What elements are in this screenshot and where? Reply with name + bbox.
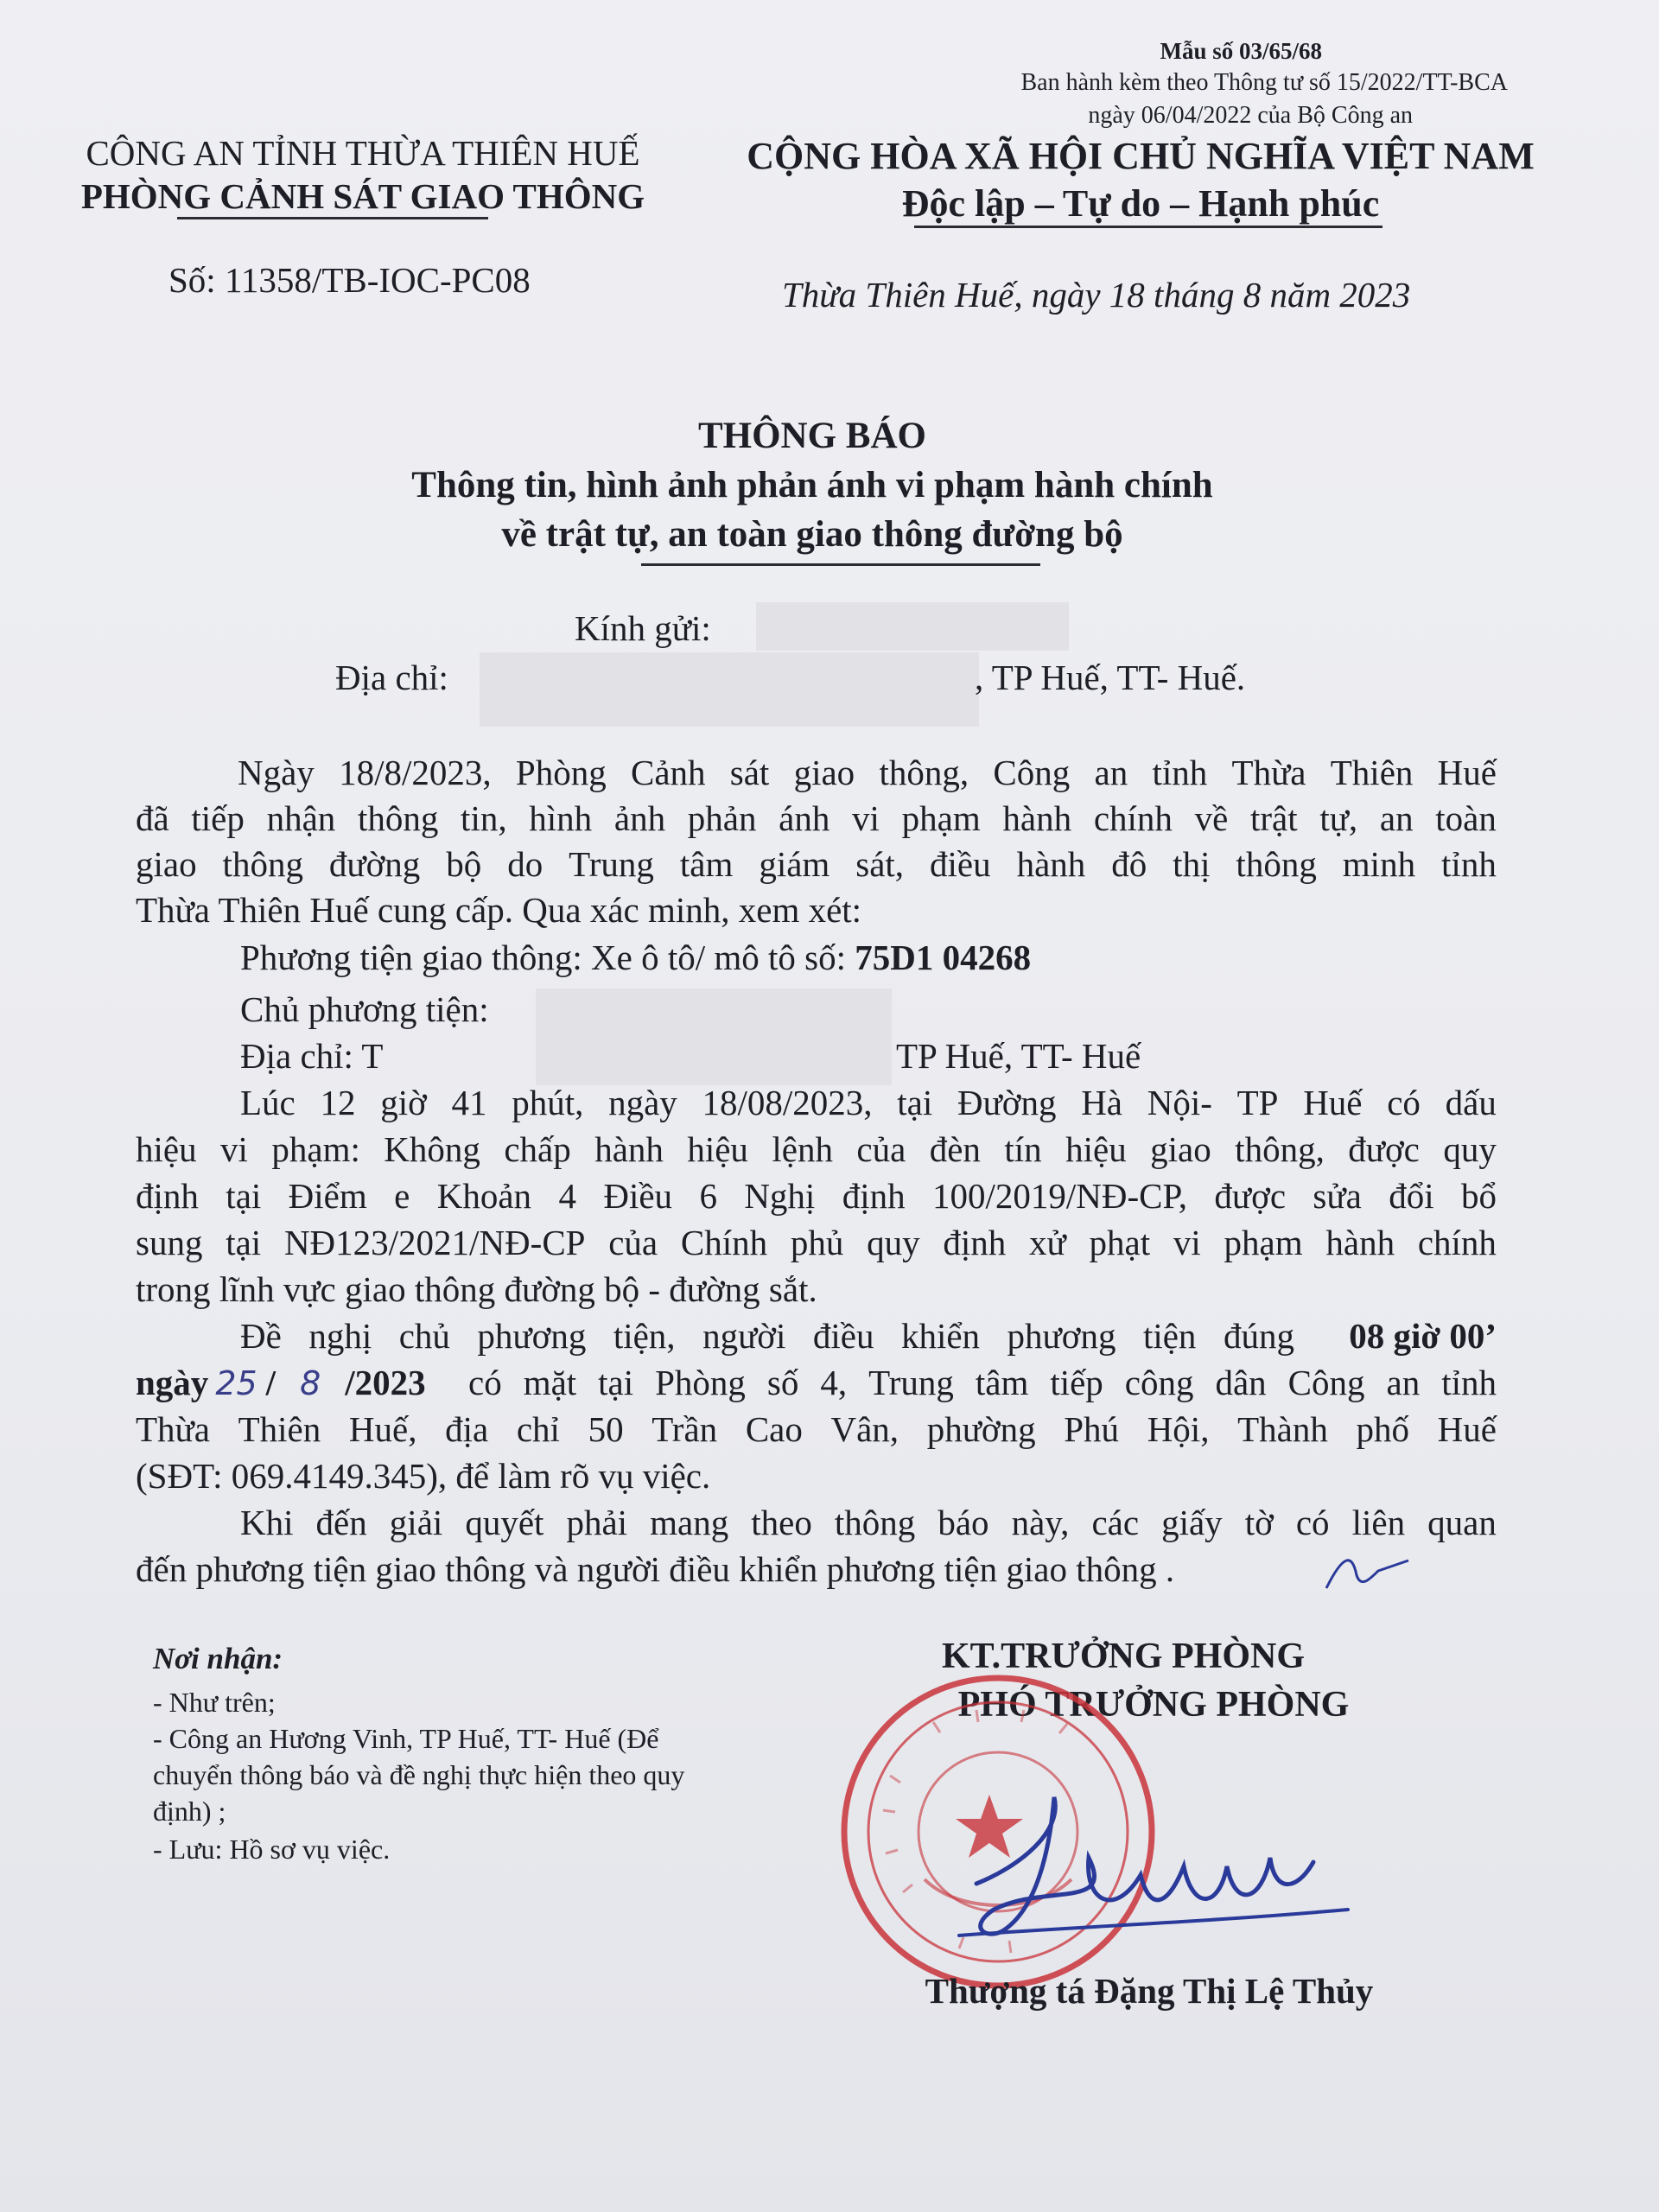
word: có bbox=[1295, 1503, 1330, 1542]
word: chấp bbox=[504, 1129, 571, 1169]
word: tiếp bbox=[191, 798, 245, 838]
word: bổ bbox=[1460, 1176, 1497, 1216]
word: toàn bbox=[1435, 798, 1497, 838]
word: quy bbox=[1443, 1129, 1497, 1169]
word: nhận bbox=[266, 798, 336, 838]
word: Đề bbox=[240, 1316, 282, 1356]
word: tín bbox=[1004, 1129, 1042, 1169]
body-line bbox=[136, 1407, 1497, 1452]
word: sát bbox=[729, 753, 770, 792]
recipient-item: - Công an Hương Vinh, TP Huế, TT- Huế (Để bbox=[153, 1723, 659, 1754]
document-subtitle-1: Thông tin, hình ảnh phản ánh vi phạm hành chính bbox=[411, 465, 1213, 505]
word: khiển bbox=[900, 1316, 981, 1356]
body-line bbox=[136, 842, 1497, 887]
word: tại bbox=[226, 1223, 262, 1262]
word: thông bbox=[834, 1503, 916, 1542]
word: Không bbox=[384, 1129, 480, 1169]
appointment-year: /2023 bbox=[345, 1363, 426, 1402]
word: đô bbox=[1111, 844, 1147, 884]
word: NĐ123/2021/NĐ-CP bbox=[283, 1223, 586, 1262]
motto-underline bbox=[914, 226, 1382, 228]
word: phố bbox=[1356, 1409, 1409, 1449]
word: ánh bbox=[779, 798, 830, 838]
word: tỉnh bbox=[1441, 1363, 1497, 1402]
word: điều bbox=[812, 1316, 874, 1356]
word: vi bbox=[1173, 1223, 1201, 1262]
word: Trần bbox=[652, 1409, 718, 1449]
word: hành bbox=[1002, 798, 1072, 838]
word: tờ bbox=[1244, 1503, 1274, 1542]
word: tin, bbox=[461, 798, 507, 838]
owner-label: Chủ phương tiện: bbox=[240, 989, 489, 1029]
word: ảnh bbox=[613, 798, 666, 838]
word: vi bbox=[220, 1129, 248, 1169]
handwritten-month: 8 bbox=[300, 1364, 321, 1402]
word: Đường bbox=[957, 1083, 1057, 1122]
word: TP bbox=[1236, 1083, 1279, 1122]
word: phạm: bbox=[271, 1129, 360, 1169]
appointment-request bbox=[240, 1313, 1294, 1358]
word: 18/08/2023, bbox=[702, 1083, 873, 1122]
word: Thừa bbox=[136, 1409, 210, 1449]
word: quan bbox=[1427, 1503, 1497, 1542]
word: xử bbox=[1029, 1223, 1066, 1262]
word: Chính bbox=[680, 1223, 768, 1262]
word: sửa bbox=[1313, 1176, 1362, 1216]
vehicle-plate: 75D1 04268 bbox=[855, 938, 1032, 977]
body-line bbox=[240, 1080, 1497, 1125]
word: được bbox=[1214, 1176, 1287, 1216]
word: 18/8/2023, bbox=[339, 753, 492, 792]
recipients-title: Nơi nhận: bbox=[153, 1642, 283, 1675]
signature-title-1: KT.TRƯỞNG PHÒNG bbox=[942, 1637, 1305, 1676]
word: vi bbox=[852, 798, 880, 838]
word: 100/2019/NĐ-CP, bbox=[932, 1176, 1188, 1216]
word: tâm bbox=[679, 844, 734, 884]
department-underline bbox=[177, 217, 488, 219]
word: chính bbox=[1093, 798, 1173, 838]
initials-mark bbox=[1318, 1545, 1413, 1597]
body-line bbox=[136, 796, 1497, 841]
country-name: CỘNG HÒA XÃ HỘI CHỦ NGHĨA VIỆT NAM bbox=[747, 135, 1535, 177]
word: ngày bbox=[608, 1083, 677, 1122]
word: công bbox=[1124, 1363, 1194, 1402]
word: Thiên bbox=[1330, 753, 1414, 792]
word: phạm bbox=[1224, 1223, 1303, 1262]
signature-title-2: PHÓ TRƯỞNG PHÒNG bbox=[957, 1685, 1350, 1725]
word: theo bbox=[751, 1503, 812, 1542]
word: đổi bbox=[1389, 1176, 1434, 1216]
word: giải bbox=[389, 1503, 443, 1542]
word: Vân, bbox=[830, 1409, 899, 1449]
word: Huế bbox=[1437, 1409, 1497, 1449]
form-issued-date: ngày 06/04/2022 của Bộ Công an bbox=[1088, 102, 1413, 129]
recipient-item: chuyển thông báo và đề nghị thực hiện theo quy bbox=[153, 1759, 685, 1790]
word: Trung bbox=[569, 844, 654, 884]
word: Thừa bbox=[1231, 753, 1306, 792]
body-line: trong lĩnh vực giao thông đường bộ - đường sắt. bbox=[136, 1269, 817, 1309]
word: Công bbox=[1287, 1363, 1365, 1402]
word: địa bbox=[445, 1409, 489, 1449]
word: dấu bbox=[1445, 1083, 1497, 1122]
agency-name: CÔNG AN TỈNH THỪA THIÊN HUẾ bbox=[86, 133, 640, 173]
word: tự, bbox=[1319, 798, 1358, 838]
body-line: Thừa Thiên Huế cung cấp. Qua xác minh, xem xét: bbox=[136, 890, 862, 930]
word: Phú bbox=[1064, 1409, 1120, 1449]
word: Lúc bbox=[240, 1083, 296, 1122]
word: 12 bbox=[320, 1083, 356, 1122]
place-and-date: Thừa Thiên Huế, ngày 18 tháng 8 năm 2023 bbox=[782, 275, 1411, 315]
word: an bbox=[1386, 1363, 1421, 1402]
word: hành bbox=[1016, 844, 1086, 884]
word: này, bbox=[1011, 1503, 1070, 1542]
word: hành bbox=[594, 1129, 664, 1169]
body-line bbox=[240, 1500, 1497, 1545]
word: đúng bbox=[1223, 1316, 1294, 1356]
recipient-item: định) ; bbox=[153, 1796, 226, 1827]
word: tại bbox=[897, 1083, 933, 1122]
word: phạm bbox=[901, 798, 981, 838]
body-line: đến phương tiện giao thông và người điều khiển phương tiện giao thông . bbox=[136, 1549, 1175, 1589]
word: báo bbox=[938, 1503, 989, 1542]
word: của bbox=[608, 1223, 658, 1262]
word: Phòng bbox=[515, 753, 607, 792]
word: tại bbox=[226, 1176, 262, 1216]
word: điều bbox=[930, 844, 991, 884]
body-line bbox=[136, 1127, 1497, 1172]
word: đèn bbox=[929, 1129, 981, 1169]
word: thông bbox=[1236, 844, 1317, 884]
word: Khoản bbox=[436, 1176, 532, 1216]
document-title: THÔNG BÁO bbox=[697, 416, 926, 456]
word: tiện bbox=[1142, 1316, 1197, 1356]
word: tỉnh bbox=[1441, 844, 1497, 884]
word: thông bbox=[222, 844, 303, 884]
recipient-address-city: , TP Huế, TT- Huế. bbox=[975, 658, 1246, 697]
word: mang bbox=[650, 1503, 729, 1542]
word: đến bbox=[315, 1503, 367, 1542]
word: phương bbox=[1007, 1316, 1116, 1356]
word: giấy bbox=[1161, 1503, 1223, 1542]
form-issued-line: Ban hành kèm theo Thông tư số 15/2022/TT-BCA bbox=[1020, 69, 1508, 96]
date-separator: / bbox=[265, 1363, 276, 1402]
appointment-time: 08 giờ 00’ bbox=[1349, 1316, 1497, 1356]
word: tiện, bbox=[613, 1316, 676, 1356]
date-word: ngày bbox=[136, 1363, 209, 1402]
word: Điểm bbox=[288, 1176, 367, 1216]
word: sát, bbox=[855, 844, 905, 884]
word: tại bbox=[598, 1363, 634, 1402]
word: hành bbox=[1325, 1223, 1395, 1262]
appointment-date bbox=[136, 1360, 426, 1406]
word: Huế bbox=[1303, 1083, 1363, 1122]
word: thông, bbox=[879, 753, 969, 792]
word: 41 bbox=[451, 1083, 487, 1122]
word: Khi bbox=[240, 1503, 294, 1542]
word: liên bbox=[1351, 1503, 1406, 1542]
word: quy bbox=[867, 1223, 920, 1262]
form-number: Mẫu số 03/65/68 bbox=[1160, 38, 1322, 64]
word: phạt bbox=[1089, 1223, 1151, 1262]
word: Phòng bbox=[655, 1363, 746, 1402]
owner-address-city: TP Huế, TT- Huế bbox=[896, 1036, 1141, 1076]
word: giờ bbox=[380, 1083, 427, 1122]
body-line bbox=[238, 750, 1497, 795]
word: sung bbox=[136, 1223, 203, 1262]
body-line bbox=[240, 1313, 1497, 1358]
word: Hà bbox=[1081, 1083, 1123, 1122]
word: Công bbox=[993, 753, 1071, 792]
word: 4, bbox=[820, 1363, 848, 1402]
word: Nghị bbox=[744, 1176, 816, 1216]
word: có bbox=[468, 1363, 502, 1402]
word: về bbox=[1194, 798, 1229, 838]
word: Nội- bbox=[1147, 1083, 1212, 1122]
word: giám bbox=[759, 844, 830, 884]
word: hiệu bbox=[687, 1129, 748, 1169]
word: quyết bbox=[465, 1503, 544, 1542]
word: e bbox=[394, 1176, 410, 1216]
word: có bbox=[1387, 1083, 1421, 1122]
word: chính bbox=[1417, 1223, 1497, 1262]
word: các bbox=[1091, 1503, 1140, 1542]
word: được bbox=[1348, 1129, 1420, 1169]
signer-name: Thượng tá Đặng Thị Lệ Thủy bbox=[925, 1971, 1374, 2011]
word: chỉ bbox=[516, 1409, 560, 1449]
word: giao bbox=[136, 844, 197, 884]
word: do bbox=[507, 844, 543, 884]
word: phải bbox=[566, 1503, 628, 1542]
document-number: Số: 11358/TB-IOC-PC08 bbox=[168, 260, 531, 300]
word: phủ bbox=[790, 1223, 844, 1262]
vehicle-line bbox=[240, 935, 1031, 980]
word: định bbox=[136, 1176, 199, 1216]
document-subtitle-2: về trật tự, an toàn giao thông đường bộ bbox=[501, 514, 1123, 555]
vehicle-label: Phương tiện giao thông: Xe ô tô/ mô tô số: bbox=[240, 938, 855, 977]
word: tâm bbox=[975, 1363, 1029, 1402]
word: tiếp bbox=[1050, 1363, 1103, 1402]
word: 6 bbox=[699, 1176, 717, 1216]
body-line bbox=[136, 1220, 1497, 1265]
word: Trung bbox=[868, 1363, 954, 1402]
word: phường bbox=[926, 1409, 1036, 1449]
word: Huế, bbox=[348, 1409, 417, 1449]
word: đường bbox=[328, 844, 421, 884]
word: an bbox=[1379, 798, 1414, 838]
recipient-item: - Như trên; bbox=[153, 1687, 276, 1718]
word: định bbox=[943, 1223, 1007, 1262]
word: Hội, bbox=[1147, 1409, 1210, 1449]
word: minh bbox=[1342, 844, 1416, 884]
word: thông bbox=[357, 798, 439, 838]
recipient-label: Kính gửi: bbox=[575, 608, 711, 648]
word: Thiên bbox=[238, 1409, 321, 1449]
word: phản bbox=[687, 798, 757, 838]
body-line bbox=[136, 1360, 1497, 1406]
national-motto: Độc lập – Tự do – Hạnh phúc bbox=[901, 182, 1380, 225]
word: Huế bbox=[1437, 753, 1497, 792]
word: số bbox=[766, 1363, 799, 1402]
word: 4 bbox=[558, 1176, 576, 1216]
recipient-address-label: Địa chỉ: bbox=[335, 658, 448, 697]
word: giao bbox=[1150, 1129, 1211, 1169]
body-line bbox=[136, 1173, 1497, 1218]
title-underline bbox=[641, 563, 1040, 566]
word: tỉnh bbox=[1152, 753, 1208, 792]
handwritten-day: 25 bbox=[215, 1364, 257, 1402]
word: hiệu bbox=[136, 1129, 197, 1169]
word: nghị bbox=[308, 1316, 372, 1356]
word: bộ bbox=[446, 844, 482, 884]
word: phương bbox=[477, 1316, 587, 1356]
word: thông, bbox=[1235, 1129, 1325, 1169]
word: Thành bbox=[1237, 1409, 1328, 1449]
body-line: (SĐT: 069.4149.345), để làm rõ vụ việc. bbox=[136, 1456, 711, 1496]
word: 50 bbox=[588, 1409, 624, 1449]
word: lệnh bbox=[772, 1129, 833, 1169]
word: Ngày bbox=[238, 753, 315, 792]
word: phút, bbox=[512, 1083, 584, 1122]
word: định bbox=[842, 1176, 906, 1216]
word: mặt bbox=[523, 1363, 577, 1402]
word: đã bbox=[136, 798, 169, 838]
appointment-place bbox=[468, 1360, 1497, 1406]
word: Cao bbox=[745, 1409, 803, 1449]
word: chủ bbox=[398, 1316, 450, 1356]
word: Điều bbox=[603, 1176, 673, 1216]
owner-address-label: Địa chỉ: T bbox=[240, 1036, 384, 1076]
word: của bbox=[856, 1129, 906, 1169]
department-name: PHÒNG CẢNH SÁT GIAO THÔNG bbox=[80, 176, 645, 216]
handwritten-signature bbox=[942, 1780, 1374, 1953]
word: thị bbox=[1173, 844, 1211, 884]
word: trật bbox=[1249, 798, 1298, 838]
redacted-owner-info bbox=[536, 988, 892, 1085]
redacted-recipient-name bbox=[756, 602, 1069, 651]
word: hiệu bbox=[1065, 1129, 1127, 1169]
word: an bbox=[1094, 753, 1128, 792]
recipient-item: - Lưu: Hồ sơ vụ việc. bbox=[153, 1834, 391, 1865]
word: người bbox=[702, 1316, 786, 1356]
word: dân bbox=[1215, 1363, 1267, 1402]
word: giao bbox=[793, 753, 855, 792]
word: hình bbox=[529, 798, 593, 838]
word: Cảnh bbox=[630, 753, 706, 792]
redacted-recipient-address bbox=[480, 652, 979, 727]
